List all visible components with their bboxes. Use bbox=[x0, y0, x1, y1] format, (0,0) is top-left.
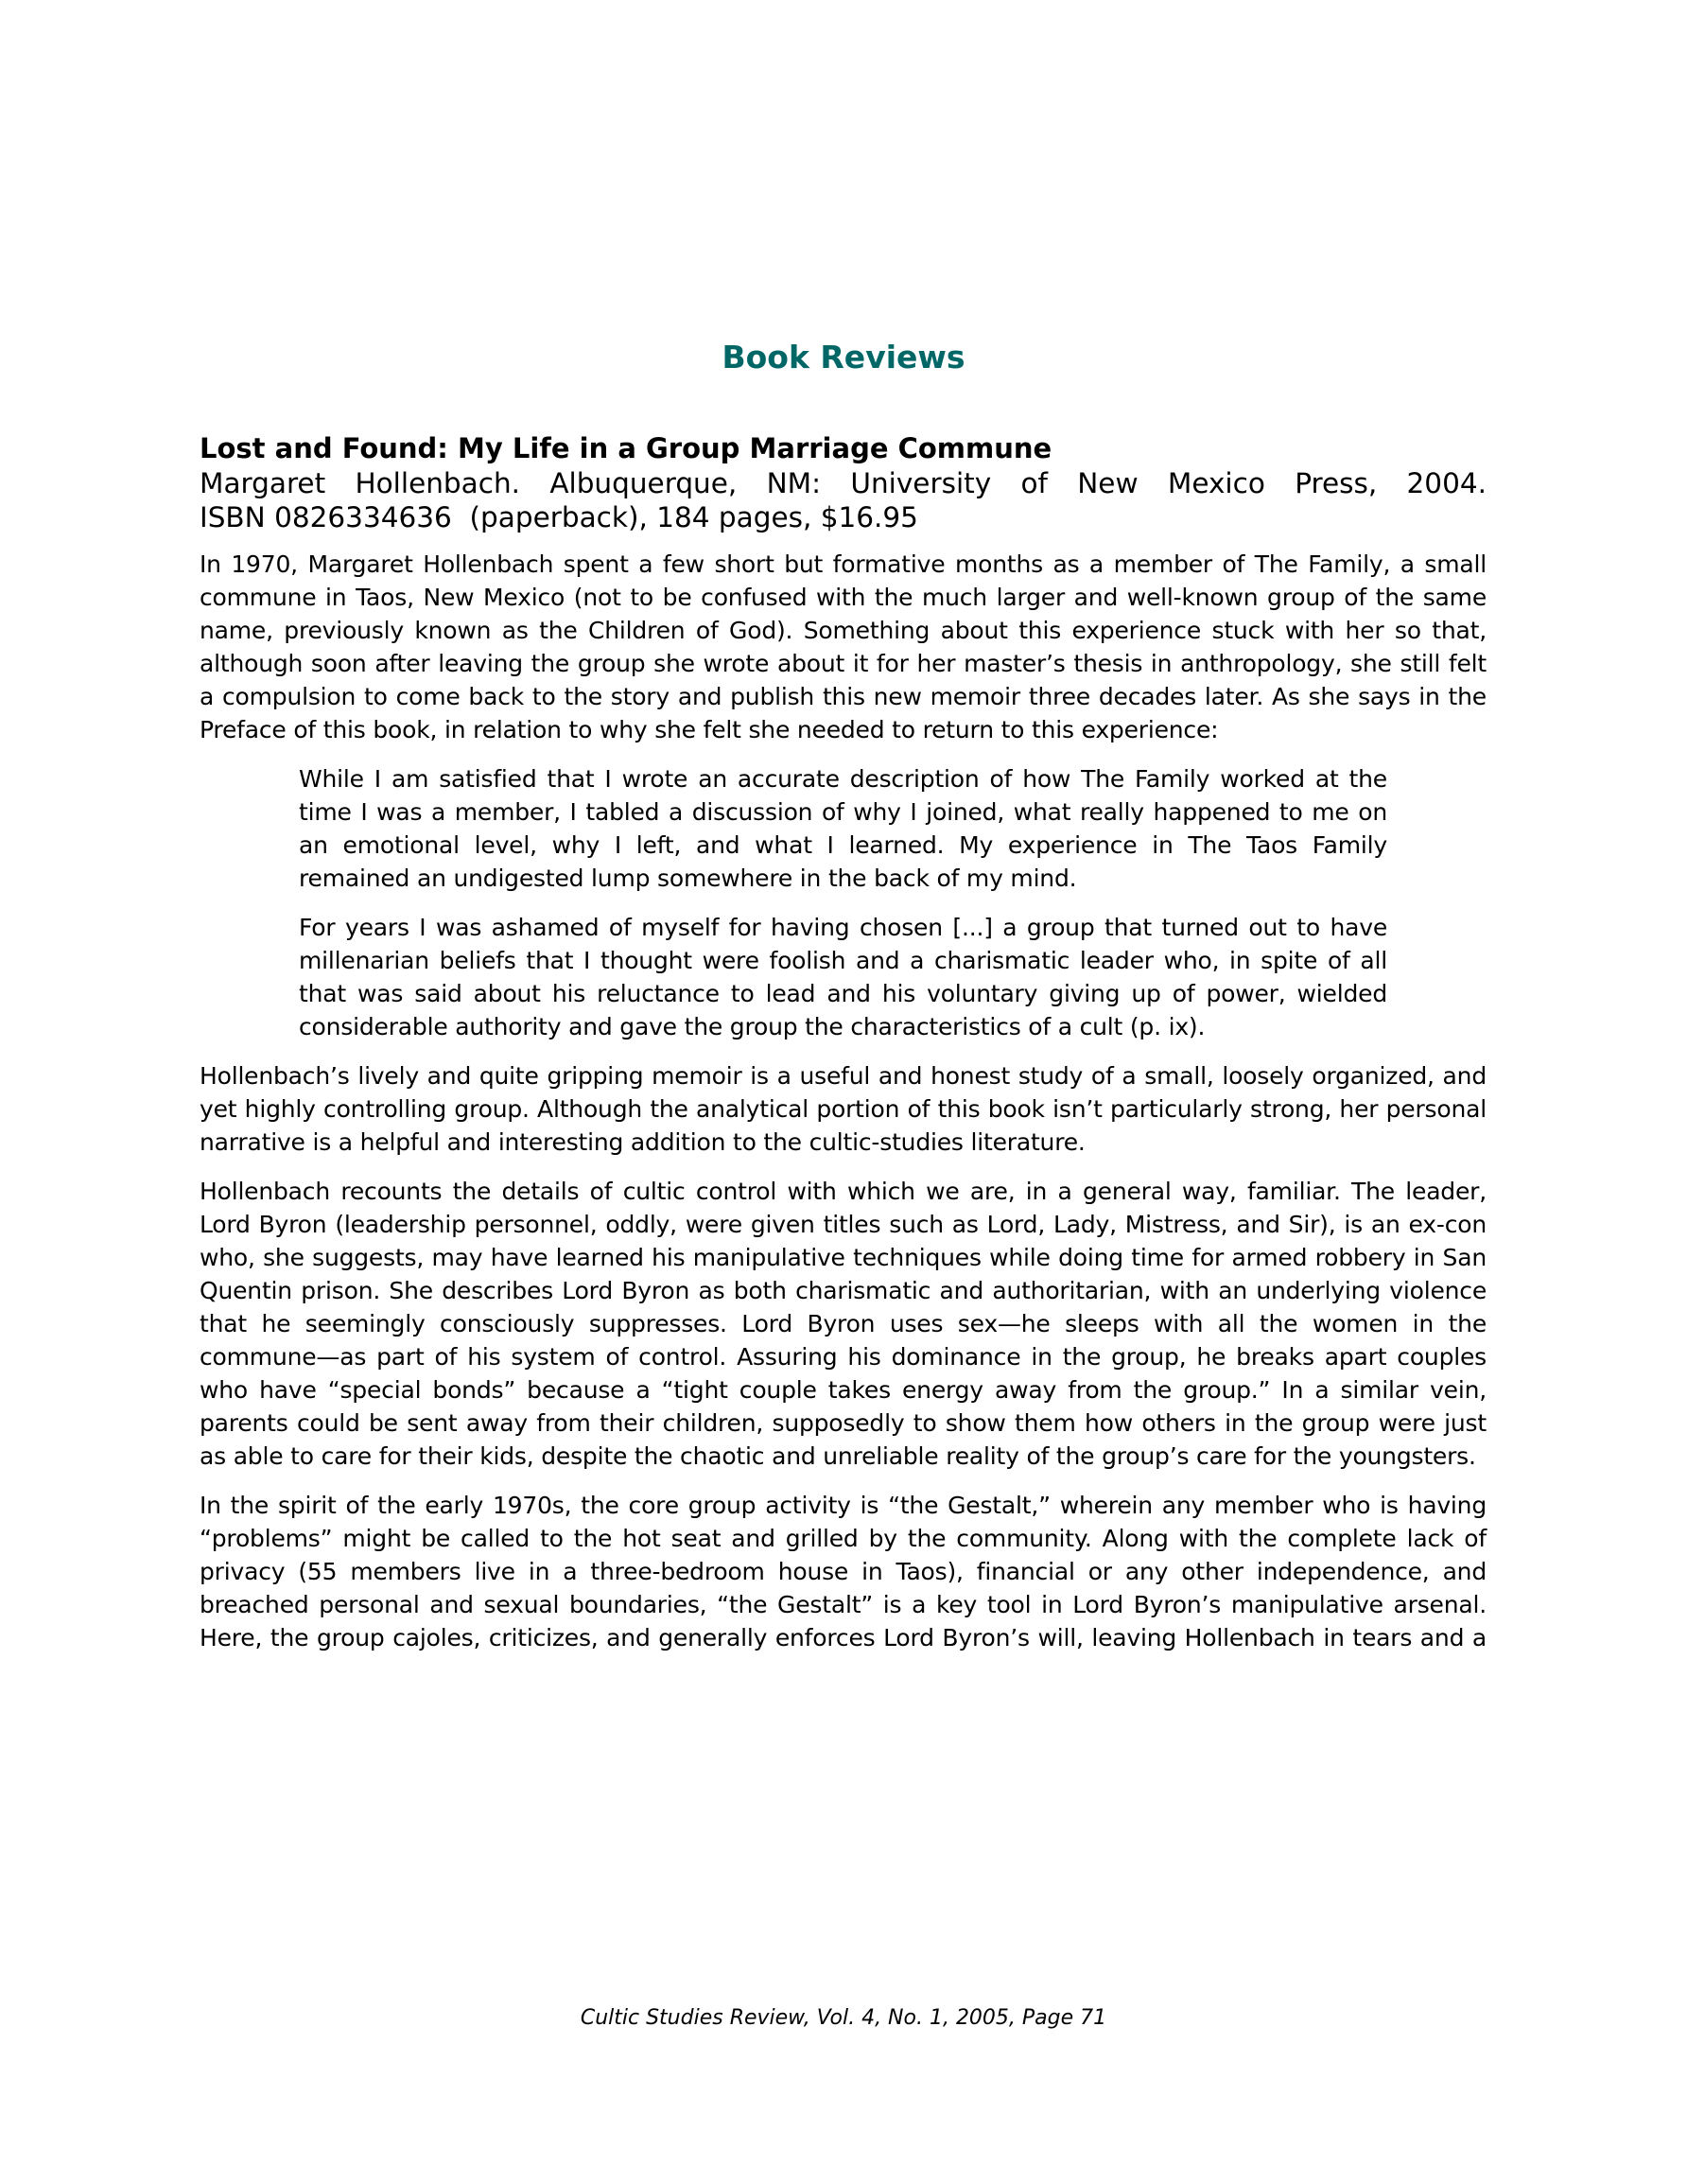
book-title: Lost and Found: My Life in a Group Marriage Commune bbox=[200, 432, 1052, 464]
page-footer: Cultic Studies Review, Vol. 4, No. 1, 2005, Page 71 bbox=[580, 2006, 1107, 2030]
paragraph-intro: In 1970, Margaret Hollenbach spent a few short but formative months as a member of The Family, a small commune in Taos, New Mexico (not to be confused with the much larger and well-known group of the same name, previously known as the Children of God). Something about this experience stuck with her so that, although soon after leaving the group she wrote about it for her master’s thesis in anthropology, she still felt a compulsion to come back to the story and publish this new memoir three decades later. As she says in the Preface of this book, in relation to why she felt she needed to return to this experience: bbox=[200, 550, 1487, 743]
citation-author-publisher: Margaret Hollenbach. Albuquerque, NM: University of New Mexico Press, 2004. bbox=[200, 467, 1487, 499]
review-content bbox=[200, 431, 1487, 1670]
paragraph-cultic-control: Hollenbach recounts the details of cultic control with which we are, in a general way, familiar. The leader, Lord Byron (leadership personnel, oddly, were given titles such as Lord, Lady, Mistress, and Sir), is an ex-con who, she suggests, may have learned his manipulative techniques while doing time for armed robbery in San Quentin prison. She describes Lord Byron as both charismatic and authoritarian, with an underlying violence that he seemingly consciously suppresses. Lord Byron uses sex—he sleeps with all the women in the commune—as part of his system of control. Assuring his dominance in the group, he breaks apart couples who have “special bonds” because a “tight couple takes energy away from the group.” In a similar vein, parents could be sent away from their children, supposedly to show them how others in the group were just as able to care for their kids, despite the chaotic and unreliable reality of the group’s care for the youngsters. bbox=[200, 1178, 1487, 1470]
paragraph-gestalt: In the spirit of the early 1970s, the core group activity is “the Gestalt,” wherein any member who is having “problems” might be called to the hot seat and grilled by the community. Along with the complete lack of privacy (55 members live in a three-bedroom house in Taos), financial or any other independence, and breached personal and sexual boundaries, “the Gestalt” is a key tool in Lord Byron’s manipulative arsenal. Here, the group cajoles, criticizes, and generally enforces Lord Byron’s will, leaving Hollenbach in tears and a bbox=[200, 1492, 1487, 1651]
quote-paragraph-1: While I am satisfied that I wrote an accurate description of how The Family worked at the time I was a member, I tabled a discussion of why I joined, what really happened to me on an emotional level, why I left, and what I learned. My experience in The Taos Family remained an undigested lump somewhere in the back of my mind. bbox=[299, 765, 1387, 892]
book-citation bbox=[200, 466, 1487, 534]
block-quote bbox=[299, 762, 1387, 1043]
section-title: Book Reviews bbox=[722, 339, 965, 376]
paragraph-assessment: Hollenbach’s lively and quite gripping memoir is a useful and honest study of a small, loosely organized, and yet highly controlling group. Although the analytical portion of this book isn’t particularly strong, her personal narrative is a helpful and interesting addition to the cultic-studies literature. bbox=[200, 1062, 1487, 1156]
quote-paragraph-2: For years I was ashamed of myself for having chosen [...] a group that turned out to have millenarian beliefs that I thought were foolish and a charismatic leader who, in spite of all that was said about his reluctance to lead and his voluntary giving up of power, wielded considerable authority and gave the group the characteristics of a cult (p. ix). bbox=[299, 914, 1387, 1040]
citation-isbn-price: ISBN 0826334636 (paperback), 184 pages, $16.95 bbox=[200, 501, 918, 533]
